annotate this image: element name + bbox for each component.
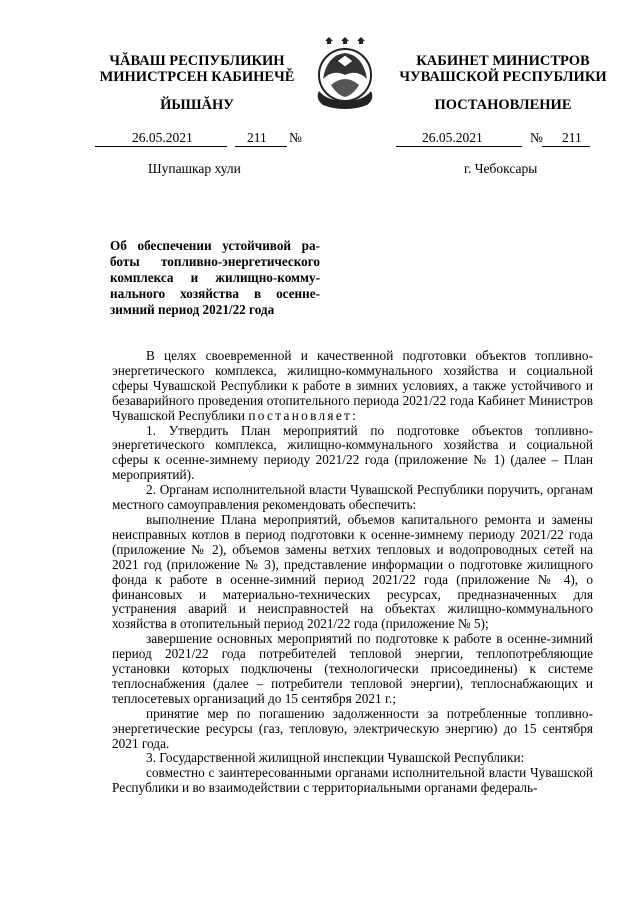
header-left-line2: МИНИСТРСЕН КАБИНЕЧĚ: [99, 69, 295, 85]
body-paragraph: [112, 349, 593, 424]
header-right-line2: ЧУВАШСКОЙ РЕСПУБЛИКИ: [399, 69, 607, 85]
date-left-value: 26.05.2021: [132, 130, 193, 145]
header-right: [378, 53, 628, 85]
body-paragraph: 1. Утвердить План мероприятий по подготовке объектов топливно-энергетического комплекса, жилищно-коммунального хозяйства и социальной сферы к осенне-зимнему периоду 2021/22 года (приложение № 1) (далее – План мероприятий).: [112, 422, 593, 483]
body-paragraph-text: В целях своевременной и качественной подготовки объектов топливно-энергетического комплекса, жилищно-коммунального хозяйства и социальной сферы Чувашской Республики к работе в зимних условиях, а также устойчивого и безаварийного проведения отопительного периода 2021/22 года Кабинет Министров Чувашской Республики: [112, 348, 593, 423]
title-line: зимний период 2021/22 года: [110, 302, 275, 317]
decree-word: постановляет:: [248, 407, 359, 423]
date-right-value: 26.05.2021: [422, 130, 483, 145]
city-left: Шупашкар хули: [148, 161, 241, 176]
body-paragraph: 3. Государственной жилищной инспекции Чувашской Республики:: [146, 750, 525, 766]
city-right: г. Чебоксары: [464, 161, 538, 176]
body-paragraph: совместно с заинтересованными органами исполнительной власти Чувашской Республики и во взаимодействии с территориальными органами федераль-: [112, 765, 593, 796]
doctype-right: ПОСТАНОВЛЕНИЕ: [434, 97, 572, 113]
coat-of-arms-emblem: [307, 35, 383, 115]
number-right-value: 211: [562, 130, 582, 145]
number-right-sign: №: [530, 130, 543, 145]
body-paragraph: 2. Органам исполнительной власти Чувашской Республики поручить, органам местного самоуправления рекомендовать обеспечить:: [112, 482, 593, 513]
document-title: [110, 238, 320, 318]
doctype-left: ЙЫШĂНУ: [160, 97, 234, 113]
title-line: комплекса и жилищно-комму-: [110, 270, 320, 285]
header-right-line1: КАБИНЕТ МИНИСТРОВ: [416, 53, 590, 69]
number-left-value: 211: [247, 130, 267, 145]
date-line-right: [396, 130, 596, 148]
document-body: [112, 349, 593, 796]
body-paragraph: завершение основных мероприятий по подготовке к работе в осенне-зимний период 2021/22 года потребителей тепловой энергии, теплопотребляющие установки которых подключены (технологически присоединены) к системе теплоснабжения (далее – потребители тепловой энергии), теплоснабжающих и теплосетевых организаций до 15 сентября 2021 г.;: [112, 631, 593, 706]
title-line: боты топливно-энергетического: [110, 254, 320, 269]
header-left: [82, 53, 312, 85]
title-line: нального хозяйства в осенне-: [110, 286, 320, 301]
date-line-left: [95, 130, 315, 148]
body-paragraph: принятие мер по погашению задолженности за потребленные топливно-энергетические ресурсы (газ, тепловую, электрическую энергию) до 15 сентября 2021 года.: [112, 705, 593, 751]
number-left-sign: №: [289, 130, 302, 145]
body-paragraph: выполнение Плана мероприятий, объемов капитального ремонта и замены неисправных котлов в период подготовки к осенне-зимнему периоду 2021/22 года (приложение № 2), объемов замены ветхих тепловых и водопроводных сетей на 2021 год (приложение № 3), представление информации о подготовке жилищного фонда к работе в осенне-зимний период 2021/22 года (приложение № 4), о финансовых и материально-технических ресурсах, предназначенных для устранения аварий и неисправностей на объектах жилищно-коммунального хозяйства в отопительный период 2021/22 года (приложение № 5);: [112, 511, 593, 632]
header-left-line1: ЧĂВАШ РЕСПУБЛИКИН: [109, 53, 285, 69]
title-line: Об обеспечении устойчивой ра-: [110, 238, 320, 253]
